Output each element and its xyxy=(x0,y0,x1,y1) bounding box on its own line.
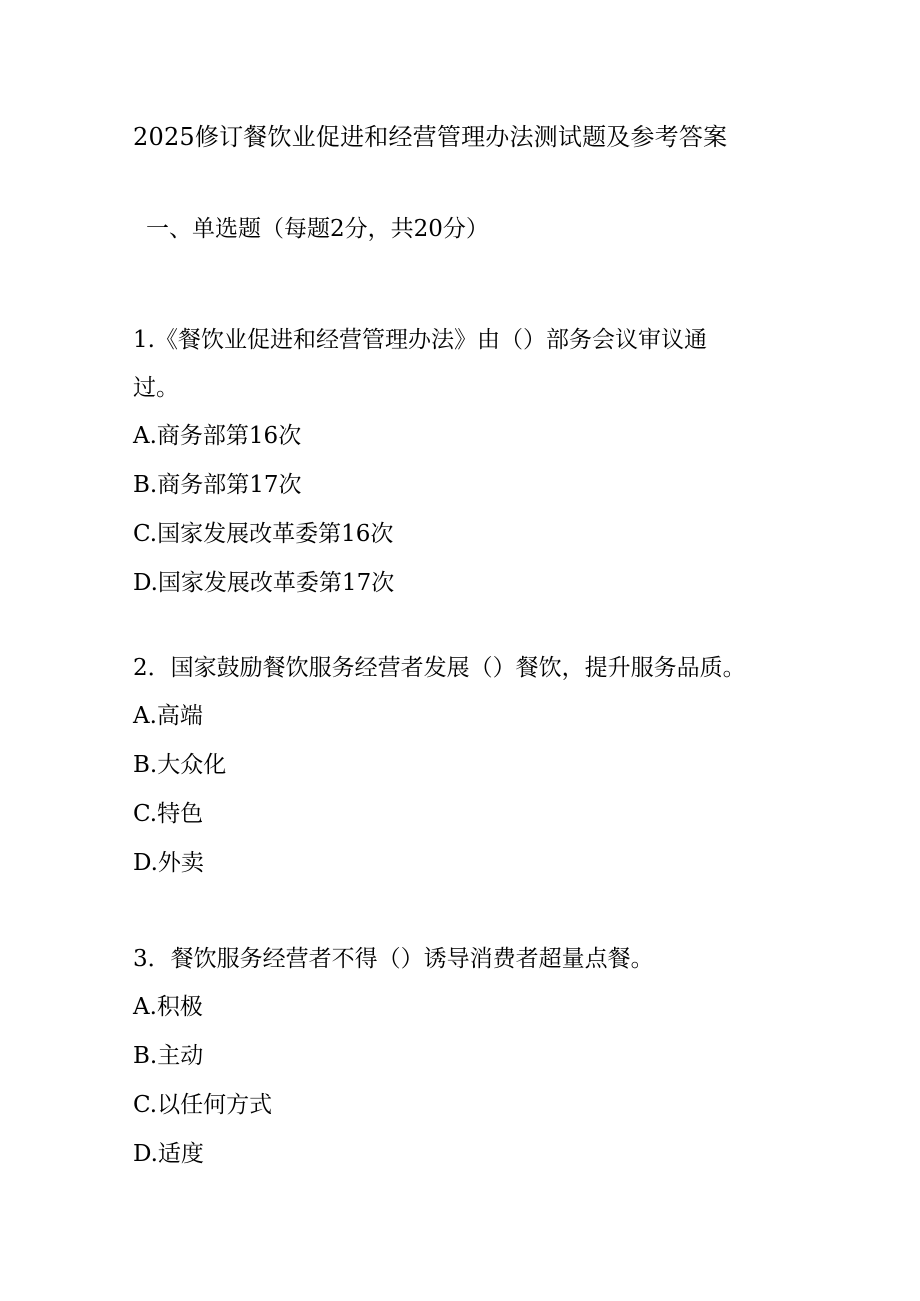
question-stem xyxy=(133,316,793,412)
question-1 xyxy=(133,316,793,608)
question-stem-line: 过。 xyxy=(133,375,179,401)
question-stem-line: 2．国家鼓励餐饮服务经营者发展（）餐饮，提升服务品质。 xyxy=(133,655,746,681)
question-stem xyxy=(133,644,793,692)
option-d: D.国家发展改革委第17次 xyxy=(133,570,395,596)
question-3 xyxy=(133,935,793,1179)
option-c: C.特色 xyxy=(133,801,204,827)
option-list xyxy=(133,692,793,888)
question-2 xyxy=(133,644,793,888)
option-a: A.高端 xyxy=(133,703,203,729)
option-c: C.国家发展改革委第16次 xyxy=(133,521,394,547)
document-title: 2025修订餐饮业促进和经营管理办法测试题及参考答案 xyxy=(133,123,728,151)
option-list xyxy=(133,412,793,608)
option-a: A.积极 xyxy=(133,994,203,1020)
option-b: B.主动 xyxy=(133,1043,204,1069)
option-a: A.商务部第16次 xyxy=(133,423,302,449)
option-d: D.适度 xyxy=(133,1141,204,1167)
option-d: D.外卖 xyxy=(133,850,204,876)
option-b: B.大众化 xyxy=(133,752,227,778)
section-heading: 一、单选题（每题2分，共20分） xyxy=(146,216,489,242)
question-stem xyxy=(133,935,793,983)
question-stem-line: 1.《餐饮业促进和经营管理办法》由（）部务会议审议通 xyxy=(133,327,707,353)
option-c: C.以任何方式 xyxy=(133,1092,273,1118)
question-stem-line: 3．餐饮服务经营者不得（）诱导消费者超量点餐。 xyxy=(133,946,654,972)
option-b: B.商务部第17次 xyxy=(133,472,302,498)
option-list xyxy=(133,983,793,1179)
